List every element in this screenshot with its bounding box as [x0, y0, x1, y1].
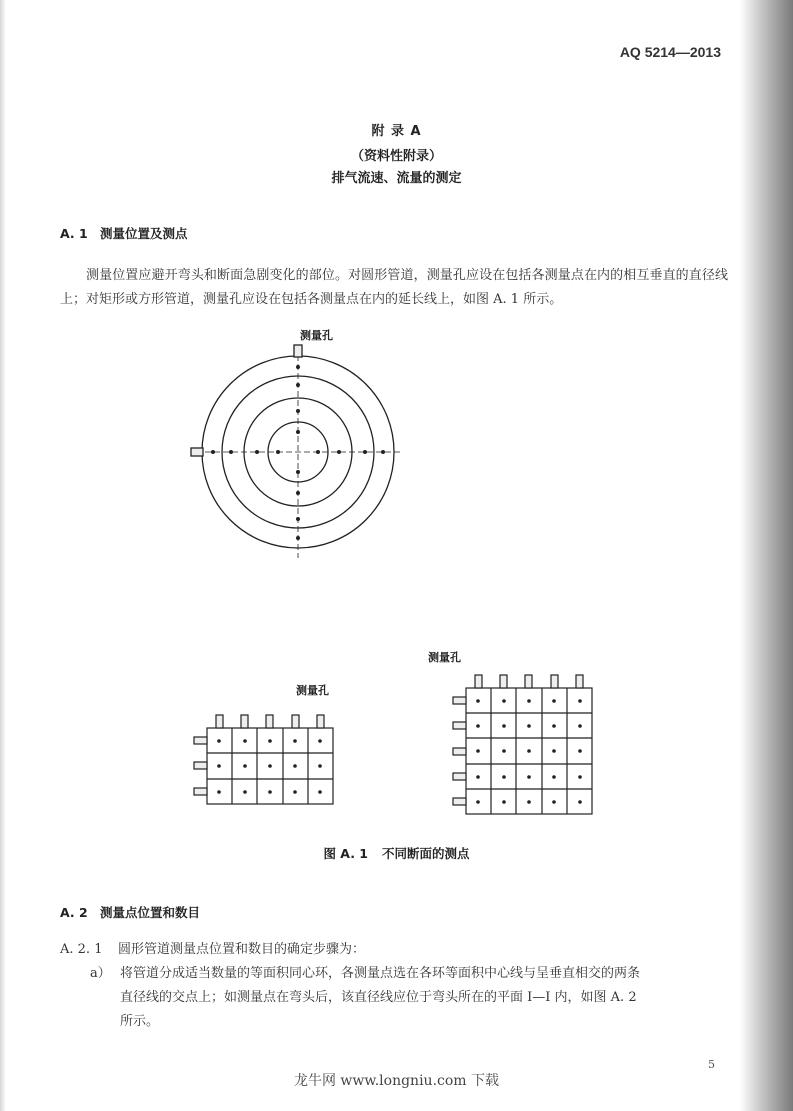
item-a-line2: 直径线的交点上；如测量点在弯头后，该直径线应位于弯头所在的平面 Ⅰ—Ⅰ 内，如图 A. 2 [120, 990, 637, 1005]
section-a2-heading [60, 903, 200, 921]
standard-code: AQ 5214—2013 [619, 44, 721, 60]
appendix-title: 附 录 A [371, 124, 422, 139]
figure-caption-number: 图 A. 1 [323, 846, 369, 861]
small-rect-measure-points [217, 739, 322, 794]
appendix-name: 排气流速、流量的测定 [331, 171, 462, 186]
item-a-marker: a） [90, 966, 111, 981]
circular-section-diagram [191, 345, 400, 558]
circle-hole-label: 测量孔 [300, 329, 333, 342]
large-rect-section-diagram [453, 675, 592, 814]
figure-caption-title: 不同断面的测点 [382, 846, 470, 861]
section-a2-1-number: A. 2. 1 [60, 942, 103, 957]
large-rect-measure-points [476, 699, 582, 804]
small-rect-section-diagram [194, 715, 333, 804]
footer-watermark: 龙牛网 www.longniu.com 下载 [293, 1073, 500, 1089]
item-a-line1: 将管道分成适当数量的等面积同心环，各测量点选在各环等面积中心线与呈垂直相交的两条 [120, 966, 641, 981]
section-a2-number: A. 2 [60, 905, 88, 920]
section-a2-1-line [60, 938, 365, 962]
section-a1-paragraph: 测量位置应避开弯头和断面急剧变化的部位。对圆形管道，测量孔应设在包括各测量点在内的相互垂直的直径线上；对矩形或方形管道，测量孔应设在包括各测量点在内的延长线上，如图 A. 1 所示。 [60, 268, 728, 307]
appendix-subtitle: （资料性附录） [350, 149, 442, 164]
large-rect-hole-label: 测量孔 [428, 651, 461, 664]
section-a2-1-text: 圆形管道测量点位置和数目的确定步骤为： [118, 942, 366, 957]
small-rect-hole-label: 测量孔 [296, 684, 329, 697]
item-a-line3: 所示。 [120, 1014, 160, 1029]
section-a1-title: 测量位置及测点 [100, 226, 188, 241]
figure-caption [0, 844, 793, 862]
section-a1-number: A. 1 [60, 226, 88, 241]
section-a2-title: 测量点位置和数目 [100, 905, 201, 920]
page-number: 5 [708, 1058, 715, 1071]
